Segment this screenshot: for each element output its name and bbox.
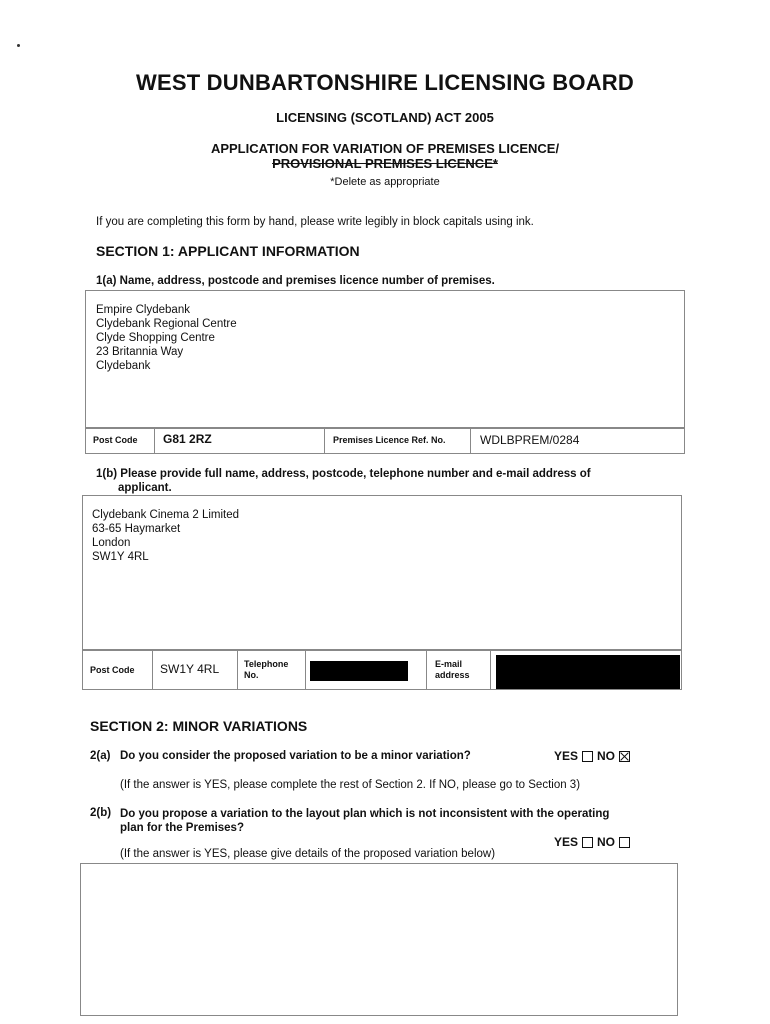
address-line: Clyde Shopping Centre (96, 332, 215, 344)
licence-ref-field[interactable]: WDLBPREM/0284 (480, 433, 580, 447)
divider (154, 428, 155, 454)
divider (490, 650, 491, 690)
q2a-question: Do you consider the proposed variation to be a minor variation? (120, 750, 471, 762)
telephone-label (244, 659, 288, 681)
q2b-note: (If the answer is YES, please give details of the proposed variation below) (120, 848, 496, 860)
q2b-number: 2(b) (90, 807, 112, 819)
divider (470, 428, 471, 454)
divider (152, 650, 153, 690)
redacted-telephone (310, 661, 408, 681)
telephone-label-line: No. (244, 670, 259, 680)
address-line: Empire Clydebank (96, 304, 190, 316)
q2b-yes-checkbox[interactable] (582, 837, 593, 848)
q2b-question-line: plan for the Premises? (120, 822, 244, 834)
premises-postcode-field[interactable]: G81 2RZ (163, 432, 212, 446)
divider (426, 650, 427, 690)
premises-address (96, 303, 237, 373)
scan-mark (17, 44, 20, 47)
address-line: Clydebank Regional Centre (96, 318, 237, 330)
postcode-label: Post Code (90, 665, 135, 675)
applicant-postcode-field[interactable]: SW1Y 4RL (160, 662, 220, 676)
licence-ref-label: Premises Licence Ref. No. (333, 435, 446, 445)
address-line: Clydebank (96, 360, 151, 372)
address-line: London (92, 537, 131, 549)
yes-label: YES (554, 749, 579, 763)
q1b-label (96, 467, 591, 495)
divider (237, 650, 238, 690)
applicant-address (92, 508, 239, 564)
q2b-yesno (554, 835, 630, 849)
redacted-email (496, 655, 680, 689)
address-line: SW1Y 4RL (92, 551, 149, 563)
email-label-line: address (435, 670, 470, 680)
divider (324, 428, 325, 454)
q2b-no-checkbox[interactable] (619, 837, 630, 848)
variation-details-field[interactable] (80, 863, 678, 1016)
application-title-line: APPLICATION FOR VARIATION OF PREMISES LICENCE/ (210, 141, 560, 156)
section1-heading: SECTION 1: APPLICANT INFORMATION (96, 243, 360, 259)
q1b-label-line: 1(b) Please provide full name, address, postcode, telephone number and e-mail address of (96, 468, 591, 480)
intro-text: If you are completing this form by hand, please write legibly in block capitals using ink. (96, 216, 534, 228)
postcode-label: Post Code (93, 435, 138, 445)
q2a-no-checkbox[interactable] (619, 751, 630, 762)
divider (305, 650, 306, 690)
section2-heading: SECTION 2: MINOR VARIATIONS (90, 718, 308, 734)
no-label: NO (597, 835, 616, 849)
act-title: LICENSING (SCOTLAND) ACT 2005 (276, 110, 494, 125)
q2a-number: 2(a) (90, 750, 111, 762)
address-line: Clydebank Cinema 2 Limited (92, 509, 240, 521)
yes-label: YES (554, 835, 579, 849)
q2b-question-line: Do you propose a variation to the layout plan which is not inconsistent with the operating (120, 808, 610, 820)
q1b-label-line: applicant. (118, 482, 172, 494)
q2a-yes-checkbox[interactable] (582, 751, 593, 762)
delete-note: *Delete as appropriate (330, 176, 440, 188)
q2a-yesno (554, 749, 630, 763)
q2a-note: (If the answer is YES, please complete the rest of Section 2. If NO, please go to Section 3) (120, 779, 581, 791)
application-title (0, 141, 770, 171)
struck-title-line: PROVISIONAL PREMISES LICENCE* (272, 156, 498, 171)
email-label (435, 659, 470, 681)
email-label-line: E-mail (435, 659, 463, 669)
q2b-question (120, 807, 609, 835)
telephone-label-line: Telephone (244, 659, 289, 669)
q1a-label: 1(a) Name, address, postcode and premises licence number of premises. (96, 275, 495, 287)
no-label: NO (597, 749, 616, 763)
board-title: WEST DUNBARTONSHIRE LICENSING BOARD (136, 70, 634, 95)
address-line: 23 Britannia Way (96, 346, 184, 358)
address-line: 63-65 Haymarket (92, 523, 181, 535)
